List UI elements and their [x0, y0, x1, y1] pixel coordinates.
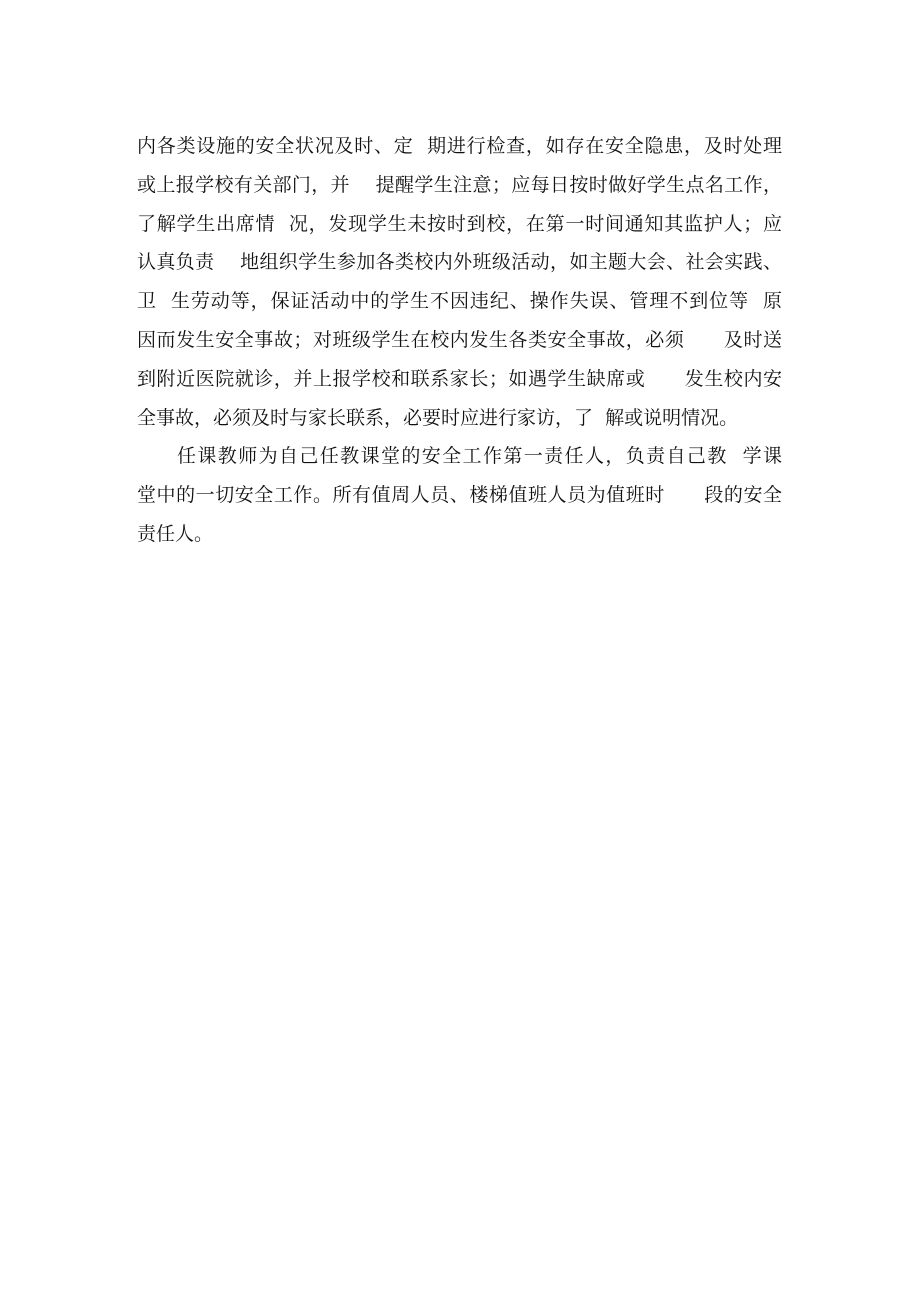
text-line: 或上报学校有关部门，并 提醒学生注意；应每日按时做好学生点名工作， [137, 173, 782, 196]
text-line: 全事故，必须及时与家长联系，必要时应进行家访，了 解或说明情况。 [137, 406, 739, 429]
text-line: 因而发生安全事故；对班级学生在校内发生各类安全事故，必须 及时送 [137, 328, 782, 351]
text-line: 任课教师为自己任教课堂的安全工作第一责任人，负责自己教 学课 [177, 445, 782, 468]
paragraph-class-teacher-duties [137, 127, 782, 437]
text-line: 认真负责 地组织学生参加各类校内外班级活动，如主题大会、社会实践、 [137, 251, 782, 274]
paragraph-subject-teacher-duties [137, 437, 782, 553]
document-body [137, 127, 782, 554]
text-line: 堂中的一切安全工作。所有值周人员、楼梯值班人员为值班时 段的安全 [137, 484, 782, 507]
text-line: 内各类设施的安全状况及时、定 期进行检查，如存在安全隐患，及时处理 [137, 135, 782, 157]
text-line: 到附近医院就诊，并上报学校和联系家长；如遇学生缺席或 发生校内安 [137, 367, 782, 390]
text-line: 卫 生劳动等，保证活动中的学生不因违纪、操作失误、管理不到位等 原 [137, 290, 782, 313]
text-line: 了解学生出席情 况，发现学生未按时到校，在第一时间通知其监护人；应 [137, 212, 782, 235]
text-line: 责任人。 [137, 522, 214, 545]
